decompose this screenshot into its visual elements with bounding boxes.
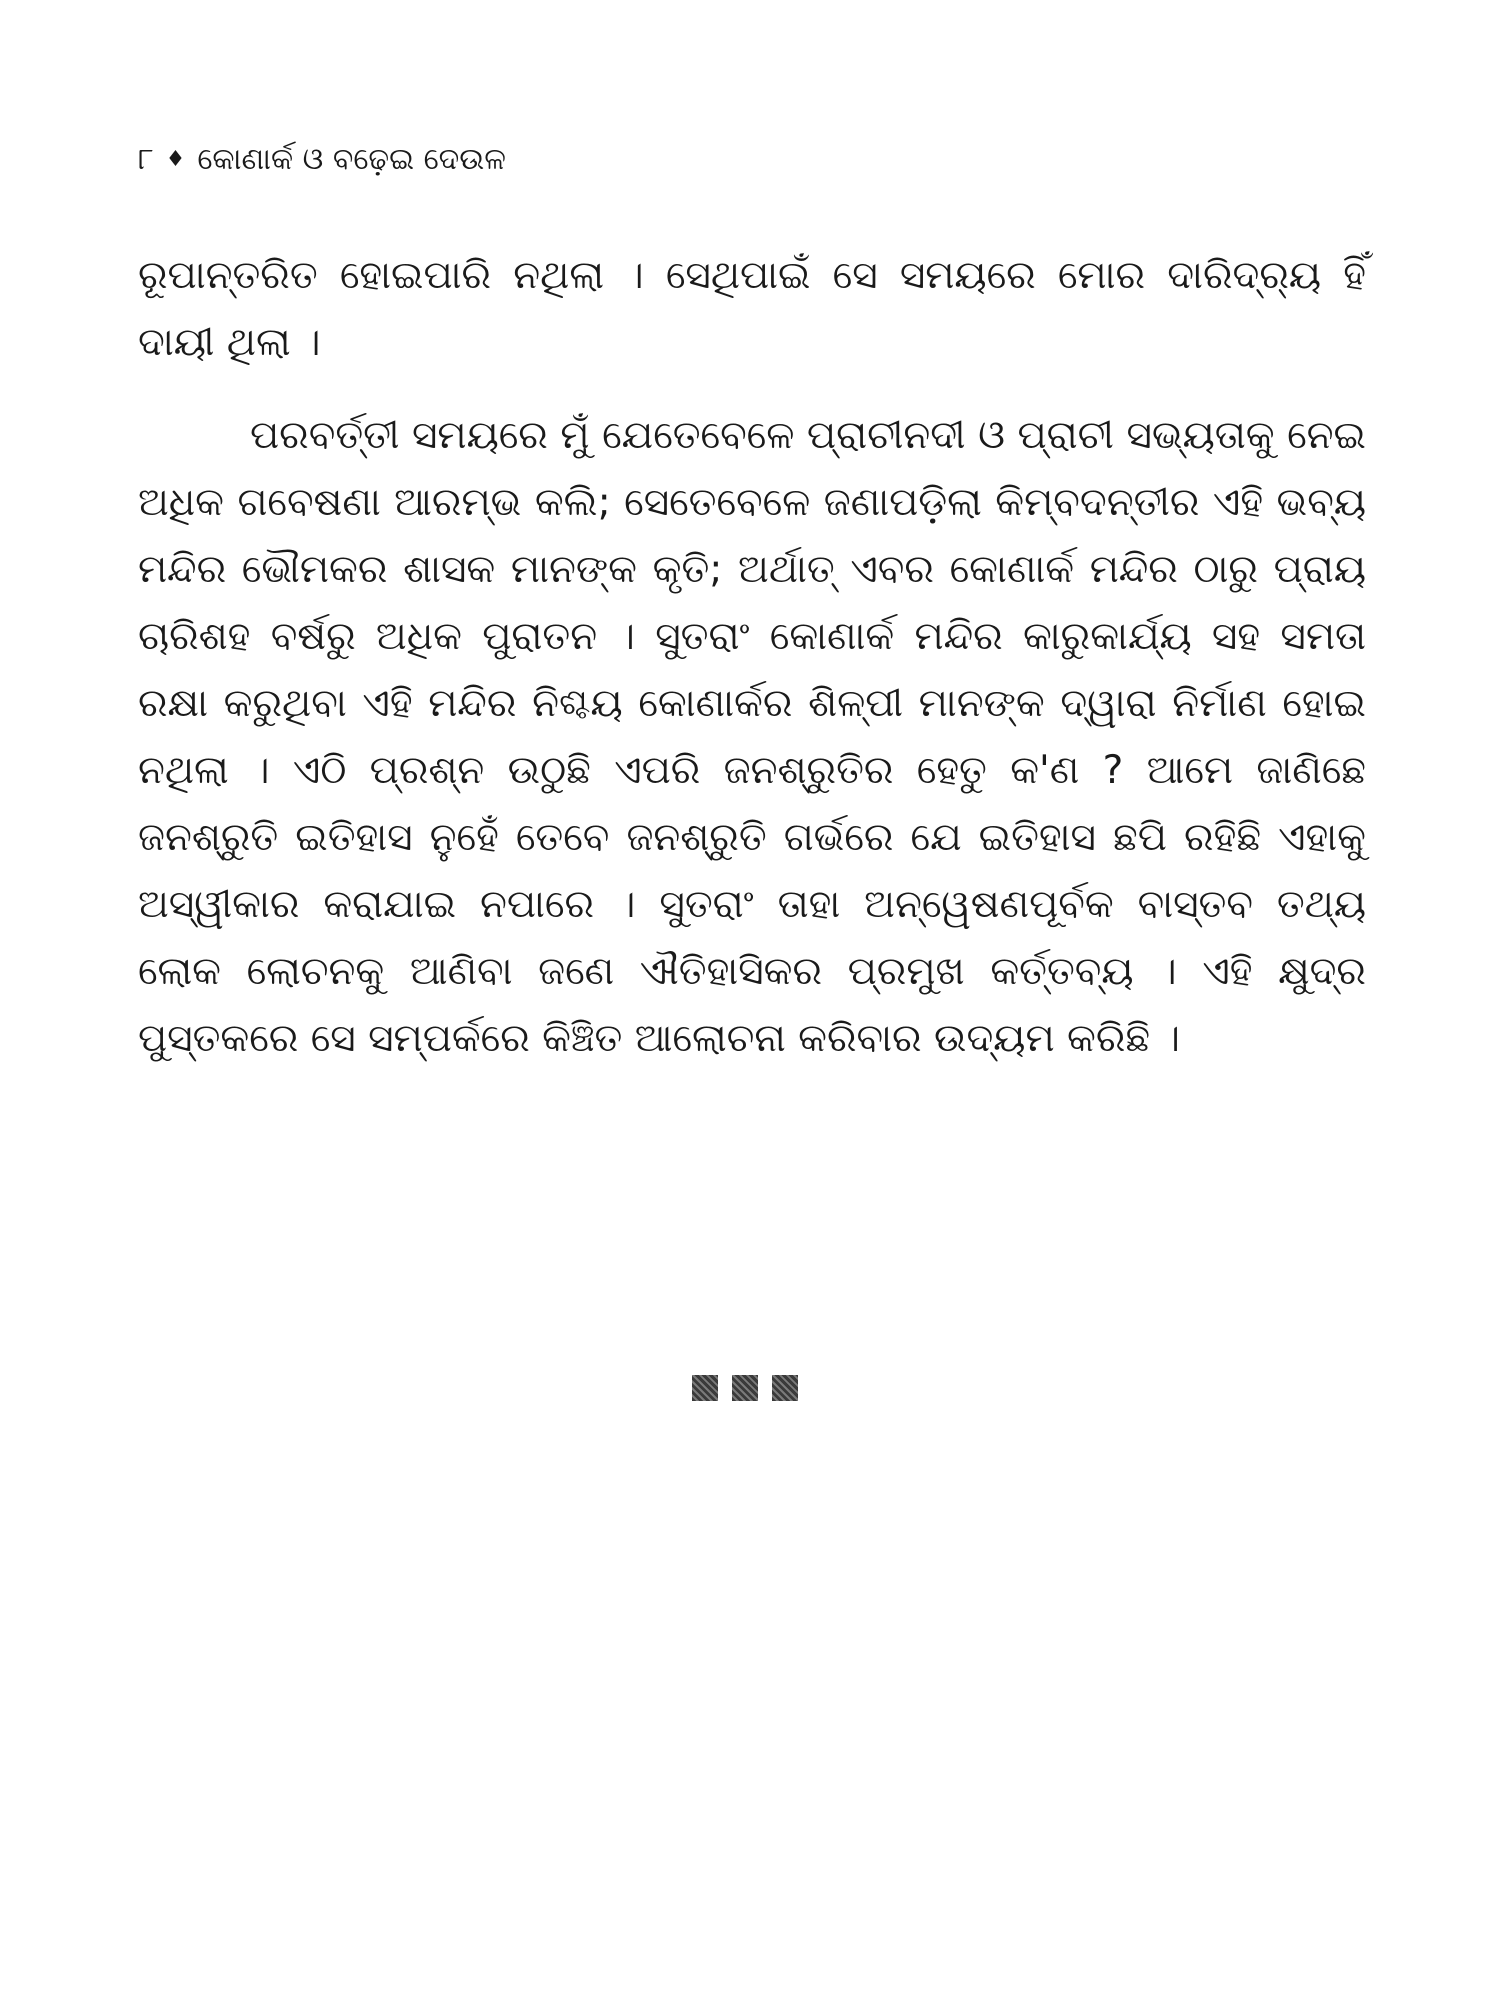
- running-header: [138, 138, 506, 182]
- page-number: ୮: [138, 142, 154, 177]
- section-end-ornament: [692, 1375, 798, 1401]
- end-square-icon: [772, 1375, 798, 1401]
- body-text: [138, 242, 1366, 1072]
- book-title: କୋଣାର୍କ ଓ ବଢ଼େଇ ଦେଉଳ: [197, 142, 506, 177]
- paragraph-2: ପରବର୍ତ୍ତୀ ସମୟରେ ମୁଁ ଯେତେବେଳେ ପ୍ରାଚୀନଦୀ ଓ ପ୍ରାଚୀ ସଭ୍ୟତାକୁ ନେଇ ଅଧିକ ଗବେଷଣା ଆରମ୍ଭ କଲି; ସେତେବେଳେ ଜଣାପଡ଼ିଲା କିମ୍ବଦନ୍ତୀର ଏହି ଭବ୍ୟ ମନ୍ଦିର ଭୌମକର ଶାସକ ମାନଙ୍କ କୃତି; ଅର୍ଥାତ୍ ଏବର କୋଣାର୍କ ମନ୍ଦିର ଠାରୁ ପ୍ରାୟ ଚାରିଶହ ବର୍ଷରୁ ଅଧିକ ପୁରାତନ । ସୁତରାଂ କୋଣାର୍କ ମନ୍ଦିର କାରୁକାର୍ଯ୍ୟ ସହ ସମତା ରକ୍ଷା କରୁଥିବା ଏହି ମନ୍ଦିର ନିଶ୍ଚୟ କୋଣାର୍କର ଶିଳ୍ପୀ ମାନଙ୍କ ଦ୍ୱାରା ନିର୍ମାଣ ହୋଇ ନଥିଲା । ଏଠି ପ୍ରଶ୍ନ ଉଠୁଛି ଏପରି ଜନଶ୍ରୁତିର ହେତୁ କ'ଣ ? ଆମେ ଜାଣିଛେ ଜନଶ୍ରୁତି ଇତିହାସ ନୁହେଁ ତେବେ ଜନଶ୍ରୁତି ଗର୍ଭରେ ଯେ ଇତିହାସ ଛପି ରହିଛି ଏହାକୁ ଅସ୍ୱୀକାର କରାଯାଇ ନପାରେ । ସୁତରାଂ ତାହା ଅନ୍ୱେଷଣପୂର୍ବକ ବାସ୍ତବ ତଥ୍ୟ ଲୋକ ଲୋଚନକୁ ଆଣିବା ଜଣେ ଐତିହାସିକର ପ୍ରମୁଖ କର୍ତ୍ତବ୍ୟ । ଏହି କ୍ଷୁଦ୍ର ପୁସ୍ତକରେ ସେ ସମ୍ପର୍କରେ କିଞ୍ଚିତ ଆଲୋଚନା କରିବାର ଉଦ୍ୟମ କରିଛି ।: [138, 413, 1366, 1061]
- paragraph-1: ରୂପାନ୍ତରିତ ହୋଇପାରି ନଥିଲା । ସେଥିପାଇଁ ସେ ସମୟରେ ମୋର ଦାରିଦ୍ର୍ୟ ହିଁ ଦାୟୀ ଥିଲା ।: [138, 253, 1366, 365]
- diamond-separator-icon: ♦: [165, 147, 186, 172]
- end-square-icon: [732, 1375, 758, 1401]
- end-square-icon: [692, 1375, 718, 1401]
